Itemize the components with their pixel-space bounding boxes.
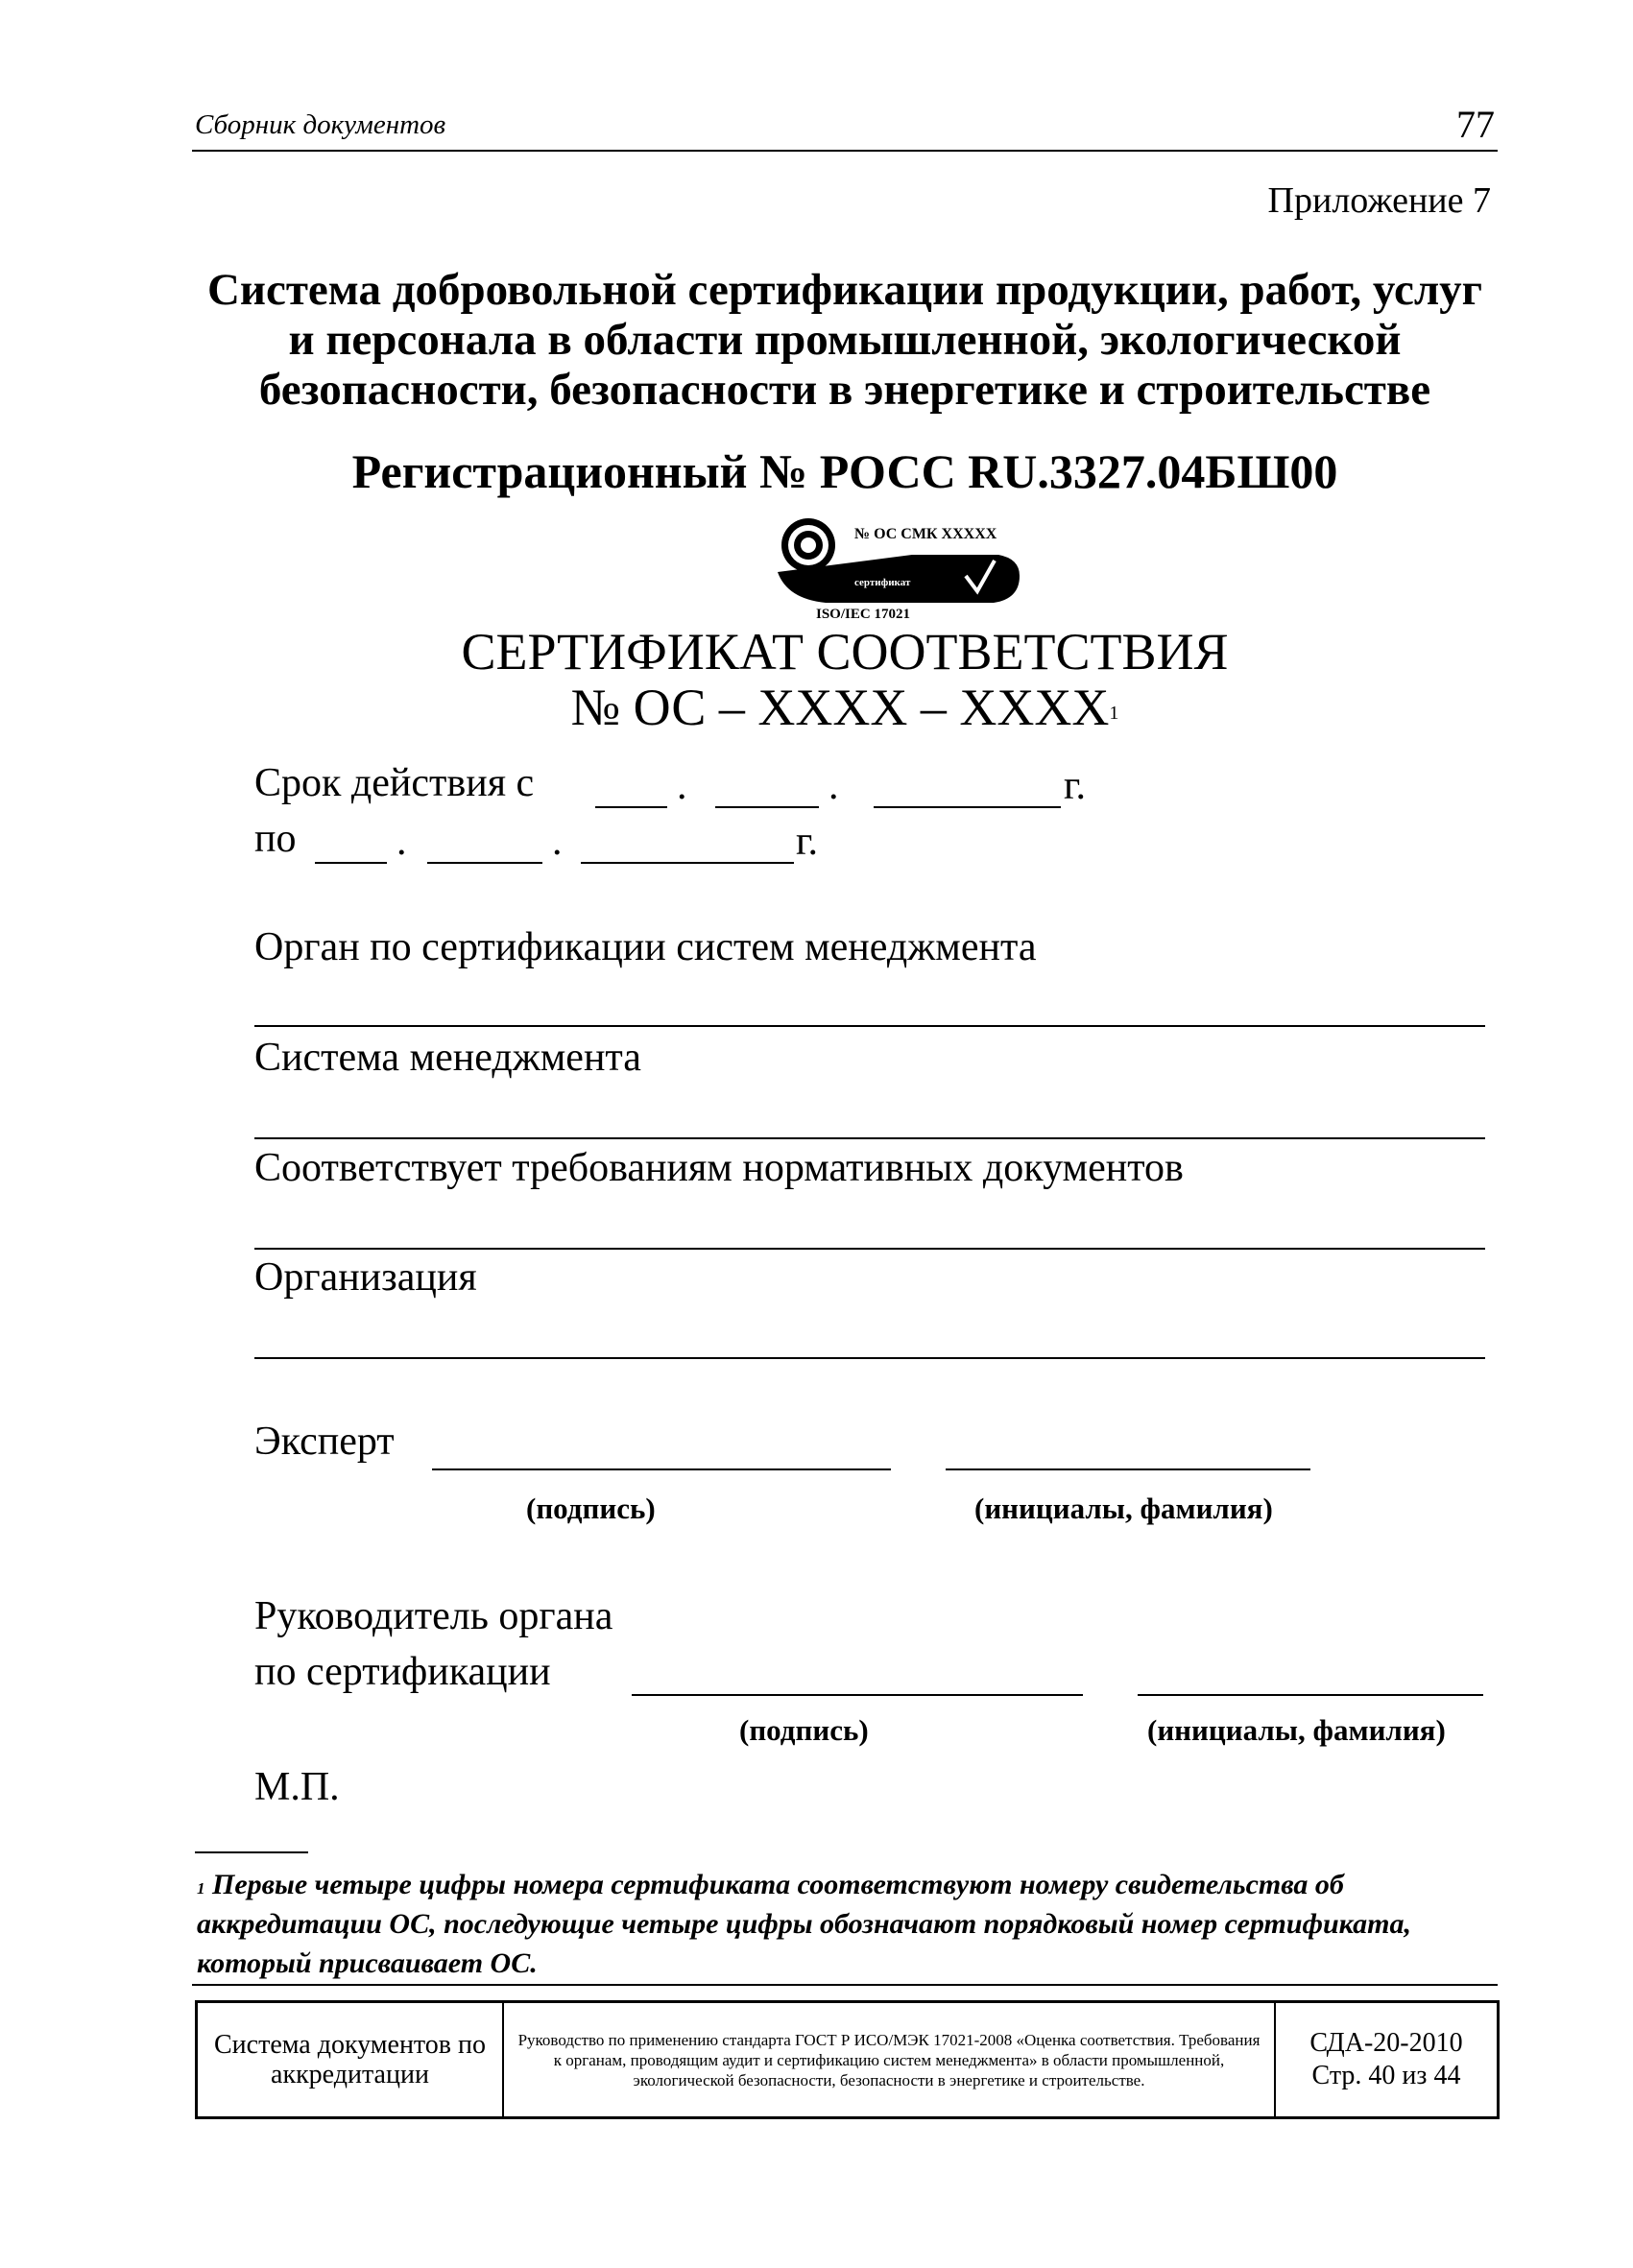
dot: .: [552, 820, 563, 864]
emblem-standard: ISO/IEC 17021: [816, 607, 910, 622]
validity-from-day-blank: [595, 806, 667, 808]
year-suffix: г.: [796, 820, 818, 864]
frame-code: СДА-20-2010: [1309, 2028, 1463, 2058]
page-number: 77: [1456, 103, 1495, 146]
certification-body-line: [254, 1025, 1485, 1027]
emblem-tag: сертификат: [854, 577, 911, 588]
certification-emblem: [768, 516, 1027, 622]
frame-code-block: [1276, 2003, 1497, 2116]
appendix-label: Приложение 7: [1267, 180, 1491, 221]
validity-from-month-blank: [715, 806, 819, 808]
document-frame: [195, 2000, 1500, 2119]
management-system-line: [254, 1137, 1485, 1139]
head-label-line2: по сертификации: [254, 1650, 551, 1694]
validity-to-day-blank: [315, 862, 387, 864]
frame-page: Стр. 40 из 44: [1311, 2061, 1461, 2090]
certificate-number: № ОС – XXXX – XXXX: [570, 679, 1110, 736]
footnote: [197, 1865, 1488, 1983]
conforms-to-line: [254, 1248, 1485, 1250]
validity-to-month-blank: [427, 862, 542, 864]
frame-series: Система документов по аккредитации: [198, 2003, 504, 2116]
certification-body-label: Орган по сертификации систем менеджмента: [254, 925, 1037, 969]
emblem-number: № ОС СМК XXXXX: [854, 526, 997, 542]
organization-line: [254, 1357, 1485, 1359]
dot: .: [829, 764, 839, 808]
certificate-number-line: [192, 680, 1498, 735]
certification-mark-icon: [768, 516, 1027, 622]
validity-to-year-blank: [581, 862, 794, 864]
head-label-line1: Руководитель органа: [254, 1594, 613, 1638]
conforms-to-label: Соответствует требованиям нормативных документов: [254, 1146, 1184, 1190]
year-suffix: г.: [1064, 764, 1086, 808]
expert-name-caption: (инициалы, фамилия): [974, 1492, 1273, 1525]
footnote-text: Первые четыре цифры номера сертификата соответствуют номеру свидетельства об аккредитации ОС, последующие четыре цифры обозначают порядковый номер сертификата, который присваивает ОС.: [197, 1869, 1411, 1979]
certificate-title: СЕРТИФИКАТ СООТВЕТСТВИЯ: [461, 623, 1229, 680]
bottom-rule: [192, 1984, 1498, 1986]
expert-signature-blank: [432, 1468, 891, 1470]
collection-title: Сборник документов: [195, 109, 446, 140]
running-head: [192, 103, 1498, 152]
footnote-rule: [195, 1851, 308, 1853]
stamp-place: М.П.: [254, 1765, 340, 1809]
expert-name-blank: [946, 1468, 1310, 1470]
system-title: Система добровольной сертификации продукции, работ, услуг и персонала в области промышленной, экологической безопасности, безопасности в энергетике и строительстве: [206, 265, 1483, 415]
organization-label: Организация: [254, 1255, 477, 1300]
registration-number: Регистрационный № РОСС RU.3327.04БШ00: [351, 444, 1338, 498]
footnote-marker: 1: [197, 1879, 205, 1898]
validity-from-year-blank: [874, 806, 1061, 808]
head-signature-caption: (подпись): [739, 1713, 869, 1747]
footnote-ref: 1: [1109, 703, 1119, 724]
frame-description: Руководство по применению стандарта ГОСТ Р ИСО/МЭК 17021-2008 «Оценка соответствия. Требования к органам, проводящим аудит и сертификацию систем менеджмента» в области промышленной, экологической безопасности, безопасности в энергетике и строительстве.: [504, 2003, 1276, 2116]
dot: .: [677, 764, 687, 808]
expert-signature-caption: (подпись): [526, 1492, 656, 1525]
validity-from-label: Срок действия с: [254, 761, 535, 805]
management-system-label: Система менеджмента: [254, 1036, 641, 1080]
validity-to-label: по: [254, 817, 297, 861]
certificate-title-block: [192, 624, 1498, 735]
dot: .: [396, 820, 407, 864]
head-signature-blank: [632, 1694, 1083, 1696]
expert-label: Эксперт: [254, 1420, 395, 1464]
head-name-caption: (инициалы, фамилия): [1147, 1713, 1446, 1747]
head-name-blank: [1138, 1694, 1483, 1696]
